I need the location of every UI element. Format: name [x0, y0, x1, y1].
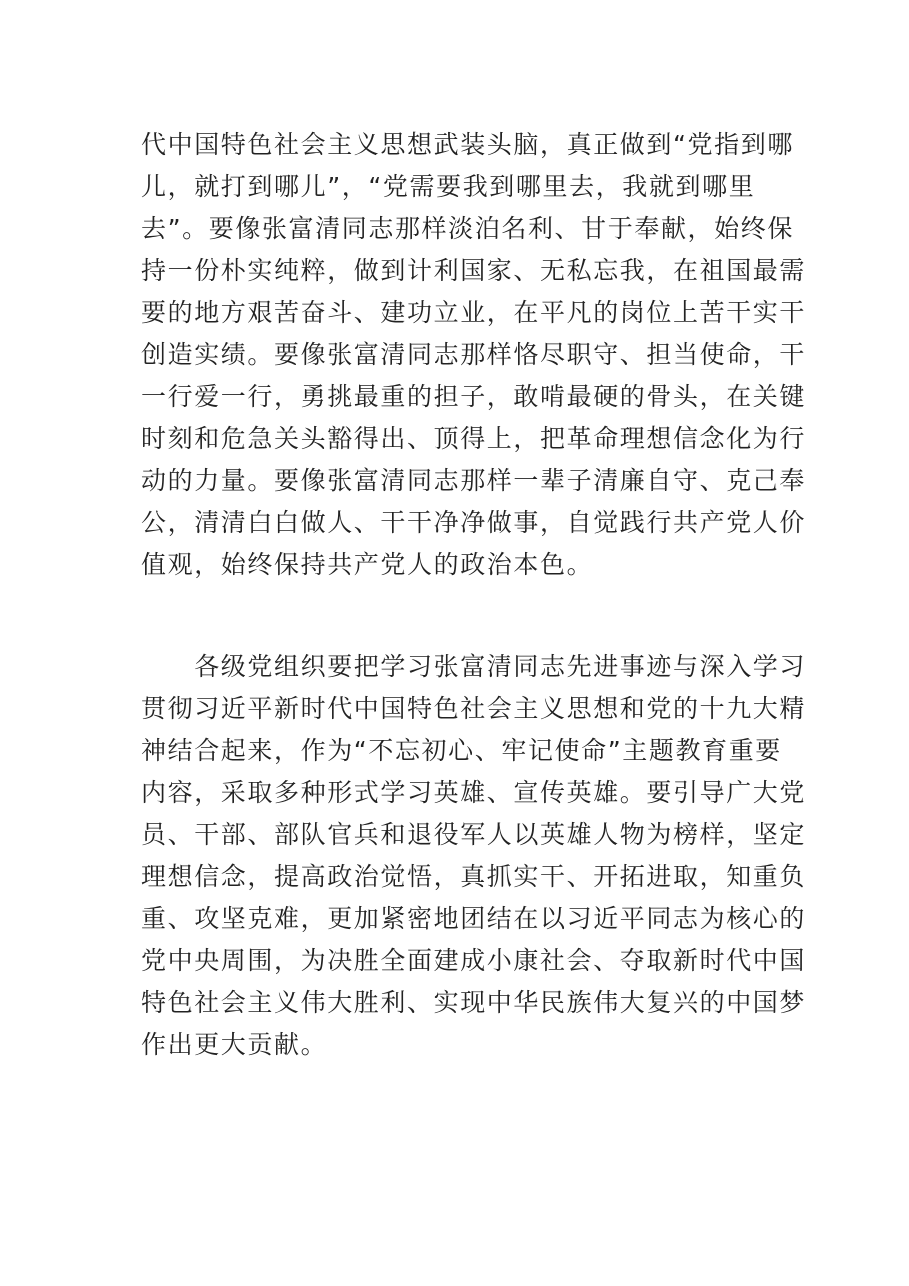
text-line: 值观，始终保持共产党人的政治本色。 [141, 550, 594, 579]
text-line: 持一份朴实纯粹，做到计利国家、无私忘我，在祖国最需 [141, 256, 807, 285]
text-line: 特色社会主义伟大胜利、实现中华民族伟大复兴的中国梦 [141, 988, 807, 1017]
text-line: 时刻和危急关头豁得出、顶得上，把革命理想信念化为行 [141, 424, 807, 453]
text-line: 要的地方艰苦奋斗、建功立业，在平凡的岗位上苦干实干 [141, 298, 807, 327]
text-line: 去”。要像张富清同志那样淡泊名利、甘于奉献，始终保 [141, 214, 794, 243]
text-line: 代中国特色社会主义思想武装头脑，真正做到“党指到哪 [141, 130, 794, 159]
text-line: 公，清清白白做人、干干净净做事，自觉践行共产党人价 [141, 508, 807, 537]
text-line: 一行爱一行，勇挑最重的担子，敢啃最硬的骨头，在关键 [141, 382, 807, 411]
text-line: 作出更大贡献。 [141, 1030, 328, 1059]
text-line: 员、干部、部队官兵和退役军人以英雄人物为榜样，坚定 [141, 820, 807, 849]
text-line: 理想信念，提高政治觉悟，真抓实干、开拓进取，知重负 [141, 862, 807, 891]
text-line: 重、攻坚克难，更加紧密地团结在以习近平同志为核心的 [141, 904, 807, 933]
paragraph-1 [141, 124, 807, 586]
text-line: 党中央周围，为决胜全面建成小康社会、夺取新时代中国 [141, 946, 807, 975]
text-line: 动的力量。要像张富清同志那样一辈子清廉自守、克己奉 [141, 466, 807, 495]
paragraph-2 [141, 646, 807, 1066]
text-line: 创造实绩。要像张富清同志那样恪尽职守、担当使命，干 [141, 340, 807, 369]
text-line: 儿，就打到哪儿”，“党需要我到哪里去，我就到哪里 [141, 172, 756, 201]
text-line: 神结合起来，作为“不忘初心、牢记使命”主题教育重要 [141, 736, 782, 765]
text-line: 内容，采取多种形式学习英雄、宣传英雄。要引导广大党 [141, 778, 807, 807]
text-line: 各级党组织要把学习张富清同志先进事迹与深入学习 [141, 652, 807, 681]
text-line: 贯彻习近平新时代中国特色社会主义思想和党的十九大精 [141, 694, 807, 723]
